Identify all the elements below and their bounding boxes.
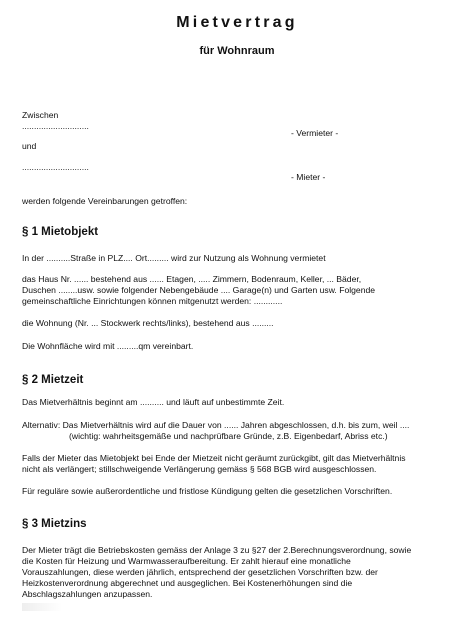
section3-line3: Vorauszahlungen, diese werden jährlich, entsprechend der gesetzlichen Vorschriften bzw. der xyxy=(22,567,378,577)
section1-line1: In der ..........Straße in PLZ.... Ort......... wird zur Nutzung als Wohnung vermietet xyxy=(22,253,326,263)
section1-line3: die Wohnung (Nr. ... Stockwerk rechts/links), bestehend aus ......... xyxy=(22,318,274,328)
section2-heading: § 2 Mietzeit xyxy=(22,374,84,386)
section2-line4: Für reguläre sowie außerordentliche und fristlose Kündigung gelten die gesetzlichen Vorschriften. xyxy=(22,486,393,496)
tenant-placeholder: ............................ xyxy=(22,162,89,172)
section3-line1: Der Mieter trägt die Betriebskosten gemäss der Anlage 3 zu §27 der 2.Berechnungsverordnung, sowie xyxy=(22,545,412,555)
document-title: Mietvertrag xyxy=(176,14,298,31)
section2-alt-line2: (wichtig: wahrheitsgemäße und nachprüfbare Gründe, z.B. Eigenbedarf, Abriss etc.) xyxy=(69,431,388,441)
section3-heading: § 3 Mietzins xyxy=(22,518,87,530)
tenant-label: - Mieter - xyxy=(291,172,326,182)
section1-line4: Die Wohnfläche wird mit .........qm vereinbart. xyxy=(22,341,194,351)
landlord-label: - Vermieter - xyxy=(291,128,339,138)
section1-heading: § 1 Mietobjekt xyxy=(22,226,99,238)
section2-para3-line2: nicht als verlängert; stillschweigende Verlängerung gemäss § 568 BGB wird ausgeschlossen. xyxy=(22,464,377,474)
section2-alt-line1: Alternativ: Das Mietverhältnis wird auf die Dauer von ...... Jahren abgeschlossen, d.h. bis zum, weil .... xyxy=(22,420,410,430)
section2-line1: Das Mietverhältnis beginnt am .......... und läuft auf unbestimmte Zeit. xyxy=(22,397,285,407)
section3-line5: Abschlagszahlungen anzupassen. xyxy=(22,589,153,599)
section1-para2-line2: Duschen ........usw. sowie folgender Nebengebäude .... Garage(n) und Garten usw. Folgende xyxy=(22,285,376,295)
section3-line2: die Kosten für Heizung und Warmwasseraufbereitung. Er zahlt hierauf eine monatliche xyxy=(22,556,351,566)
section3-line4: Heizkostenverordnung abgerechnet und ausgeglichen. Bei Kostenerhöhungen sind die xyxy=(22,578,353,588)
section2-para3-line1: Falls der Mieter das Mietobjekt bei Ende der Mietzeit nicht geräumt zurückgibt, gilt das Mietverhältnis xyxy=(22,453,406,463)
between-label: Zwischen xyxy=(22,110,59,120)
landlord-placeholder: ............................ xyxy=(22,121,89,131)
and-label: und xyxy=(22,141,37,151)
bottom-fade xyxy=(22,603,62,611)
section1-para2-line3: gemeinschaftliche Einrichtungen können mitgenutzt werden: ............ xyxy=(22,296,283,306)
agreement-intro: werden folgende Vereinbarungen getroffen: xyxy=(22,196,188,206)
section1-para2-line1: das Haus Nr. ...... bestehend aus ...... Etagen, ..... Zimmern, Bodenraum, Keller, ... Bäder, xyxy=(22,274,362,284)
document-subtitle: für Wohnraum xyxy=(199,45,275,57)
